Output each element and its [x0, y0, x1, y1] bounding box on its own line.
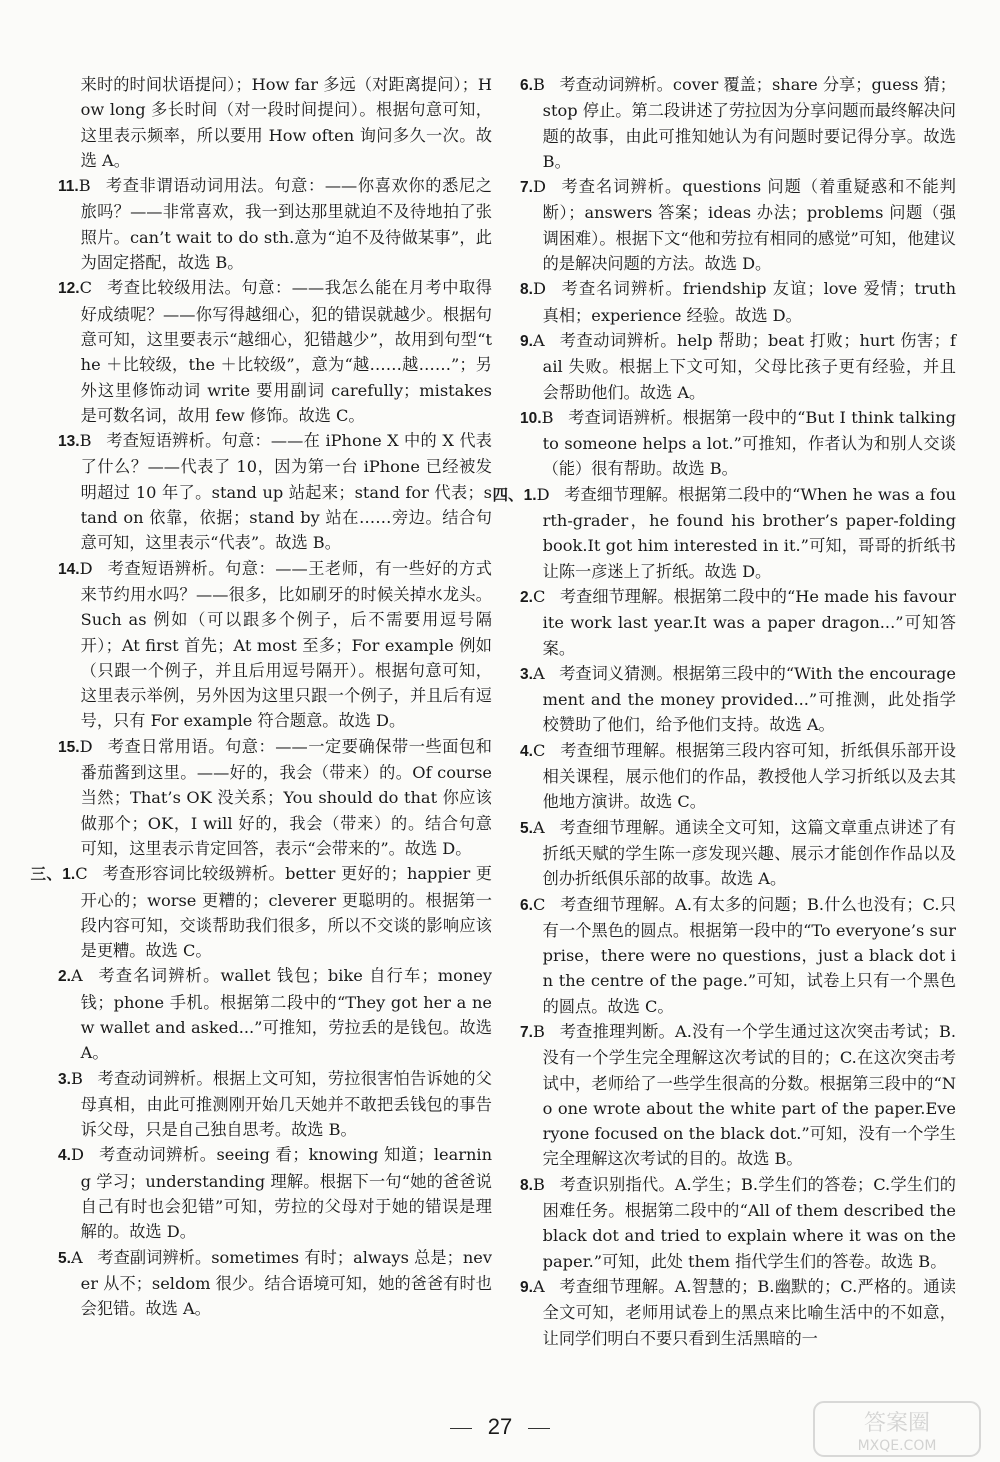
answer-entry: [30, 861, 492, 963]
answer-entry: [58, 556, 492, 734]
explanation-text: 考查动词辨析。根据上文可知，劳拉很害怕告诉她的父母真相，由此可推测刚开始几天她并不敢把丢钱包的事告诉父母，只是自己独自思考。故选 B。: [80, 1068, 492, 1140]
answer-letter: A: [532, 330, 545, 350]
question-number: 6.: [520, 77, 533, 94]
question-number: 9.: [520, 1278, 533, 1296]
explanation-text: 考查形容词比较级辨析。better 更好的；happier 更开心的；worse 更糟的；cleverer 更聪明的。根据第一段内容可知，交谈帮助我们很多，所以不交谈的影响应该是更糟。故选 C。: [80, 864, 492, 961]
answer-entry: [58, 72, 492, 173]
explanation-text: 考查细节理解。根据第二段中的“When he was a fourth-grader，he found his brother’s paper-folding book.It got him interested in it.”可知，哥哥的折纸书让陈一彦迷上了折纸。故选 D。: [542, 484, 956, 581]
explanation-text: 考查动词辨析。seeing 看；knowing 知道；learning 学习；understanding 理解。根据下一句“她的爸爸说自己有时也会犯错”可知，劳拉的父母对于她的错误是理解的。故选 D。: [80, 1145, 492, 1242]
answer-letter: A: [70, 1247, 83, 1267]
answer-letter: B: [532, 1021, 545, 1041]
answer-letter: C: [532, 586, 546, 606]
question-number: 4.: [520, 742, 533, 760]
answer-letter: D: [532, 279, 546, 299]
question-number: 9.: [520, 332, 533, 350]
question-number: 3.: [520, 665, 533, 683]
answer-entry: [58, 734, 492, 861]
question-number: 7.: [520, 179, 533, 197]
answer-letter: B: [541, 407, 554, 427]
answer-entry: [492, 482, 956, 584]
answer-entry: [520, 1172, 956, 1274]
answer-entry: [520, 738, 956, 815]
explanation-text: 考查细节理解。A.智慧的；B.幽默的；C.严格的。通读全文可知，老师用试卷上的黑点来比喻生活中的不如意，让同学们明白不要只看到生活黑暗的一: [542, 1276, 956, 1348]
answer-entry: [520, 815, 956, 892]
explanation-text: 考查日常用语。句意：——一定要确保带一些面包和番茄酱到这里。——好的，我会（带来）的。Of course 当然；That’s OK 没关系；You should do that 你应该做那个；OK，I will 好的，我会（带来）的。结合句意可知，这里表示肯定回答，表示“会带来的”。故选 D。: [80, 736, 492, 858]
explanation-text: 考查细节理解。根据第三段内容可知，折纸俱乐部开设相关课程，展示他们的作品，教授他人学习折纸以及去其他地方演讲。故选 C。: [542, 740, 956, 812]
watermark-site: MXQE.COM: [857, 1438, 937, 1454]
explanation-text: 考查词义猜测。根据第三段中的“With the encouragement and the money provided...”可推测，此处指学校赞助了他们，给予他们支持。故选 A。: [542, 663, 956, 735]
question-number: 5.: [520, 819, 533, 837]
question-number: 三、1.: [30, 866, 76, 884]
answer-entry: [58, 1245, 492, 1322]
question-number: 2.: [520, 588, 533, 606]
question-number: 14.: [58, 560, 80, 578]
explanation-text: 考查动词辨析。help 帮助；beat 打败；hurt 伤害；fail 失败。根据上下文可知，父母比孩子更有经验，并且会帮助他们。故选 A。: [542, 330, 956, 402]
answer-letter: A: [532, 663, 545, 683]
explanation-text: 考查细节理解。A.有太多的问题；B.什么也没有；C.只有一个黑色的圆点。根据第一段中的“To everyone’s surprise，there were no questions，just a black dot in the centre of the page.”可知，试卷上只有一个黑色的圆点。故选 C。: [542, 894, 956, 1016]
question-number: 5.: [58, 1249, 71, 1267]
answer-letter: A: [532, 1276, 545, 1296]
question-number: 12.: [58, 280, 80, 298]
explanation-text: 考查短语辨析。句意：——王老师，有一些好的方式来节约用水吗？——很多，比如刷牙的时候关掉水龙头。Such as 例如（可以跟多个例子，后不需要用逗号隔开）；At first 首先；At most 至多；For example 例如（只跟一个例子，并且后用逗号隔开）。根据句意可知，这里表示举例，另外因为这里只跟一个例子，并且后有逗号，只有 For example 符合题意。故选 D。: [80, 558, 492, 731]
answer-entry: [520, 584, 956, 661]
explanation-text: 考查识别指代。A.学生；B.学生们的答卷；C.学生们的困难任务。根据第二段中的“All of them described the black dot and tried to explain where it was on the paper.”可知，此处 them 指代学生们的答卷。故选 B。: [542, 1174, 956, 1271]
footer-dash-right: [528, 1428, 550, 1429]
question-number: 6.: [520, 896, 533, 914]
explanation-text: 来时的时间状语提问）；How far 多远（对距离提问）；How long 多长时间（对一段时间提问）。根据句意可知，这里表示频率，所以要用 How often 询问多久一次。故选 A。: [80, 75, 492, 170]
explanation-text: 考查细节理解。通读全文可知，这篇文章重点讲述了有折纸天赋的学生陈一彦发现兴趣、展示才能创作作品以及创办折纸俱乐部的故事。故选 A。: [542, 817, 956, 889]
answer-entry: [520, 661, 956, 738]
answer-entry: [58, 1142, 492, 1244]
question-number: 7.: [520, 1023, 533, 1041]
question-number: 11.: [58, 178, 79, 196]
answer-entry: [58, 275, 492, 428]
answer-letter: D: [70, 1145, 84, 1165]
answer-entry: [520, 1019, 956, 1172]
answer-entry: [520, 276, 956, 328]
question-number: 3.: [58, 1070, 71, 1088]
answer-entry: [520, 174, 956, 276]
answer-letter: B: [70, 1068, 83, 1088]
answer-entry: [520, 328, 956, 405]
answer-letter: B: [532, 75, 545, 94]
explanation-text: 考查动词辨析。cover 覆盖；share 分享；guess 猜；stop 停止。第二段讲述了劳拉因为分享问题而最终解决问题的故事，由此可推知她认为有问题时要记得分享。故选 B。: [542, 75, 956, 171]
question-number: 四、1.: [492, 486, 537, 504]
explanation-text: 考查词语辨析。根据第一段中的“But I think talking to someone helps a lot.”可推知，作者认为和别人交谈（能）很有帮助。故选 B。: [542, 407, 956, 479]
answer-letter: D: [536, 484, 550, 504]
question-number: 10.: [520, 409, 542, 427]
answer-letter: D: [79, 558, 93, 578]
left-column: [30, 72, 492, 1322]
answer-entry: [58, 173, 492, 275]
answer-entry: [58, 428, 492, 555]
answer-letter: C: [75, 864, 88, 884]
question-number: 8.: [520, 1176, 533, 1194]
answer-letter: B: [532, 1174, 545, 1194]
explanation-text: 考查短语辨析。句意：——在 iPhone X 中的 X 代表了什么？——代表了 10，因为第一台 iPhone 已经被发明超过 10 年了。stand up 站起来；stand for 代表；stand on 依靠，依据；stand by 站在……旁边。结合句意可知，这里表示“代表”。故选 B。: [80, 431, 492, 553]
watermark-text: 答案圈: [863, 1411, 931, 1436]
answer-entry: [520, 72, 956, 174]
answer-entry: [520, 892, 956, 1019]
answer-letter: B: [79, 431, 92, 451]
question-number: 8.: [520, 281, 533, 299]
answer-letter: C: [532, 894, 546, 914]
answer-letter: A: [532, 817, 545, 837]
answer-letter: C: [532, 740, 546, 760]
answer-entry: [520, 1274, 956, 1351]
explanation-text: 考查比较级用法。句意：——我怎么能在月考中取得好成绩呢？——你写得越细心，犯的错误就越少。根据句意可知，这里要表示“越细心，犯错越少”，故用到句型“the ＋比较级，the ＋比较级”，意为“越……越……”；另外这里修饰动词 write 要用副词 carefully；mistakes 是可数名词，故用 few 修饰。故选 C。: [80, 278, 492, 425]
answer-entry: [520, 405, 956, 482]
question-number: 2.: [58, 968, 71, 986]
question-number: 4.: [58, 1147, 71, 1165]
explanation-text: 考查非谓语动词用法。句意：——你喜欢你的悉尼之旅吗？——非常喜欢，我一到达那里就迫不及待地拍了张照片。can’t wait to do sth.意为“迫不及待做某事”，此为固定搭配，故选 B。: [80, 176, 492, 273]
explanation-text: 考查副词辨析。sometimes 有时；always 总是；never 从不；seldom 很少。结合语境可知，她的爸爸有时也会犯错。故选 A。: [80, 1247, 492, 1319]
page-number: 27: [487, 1414, 513, 1439]
answer-letter: D: [79, 736, 93, 756]
answer-letter: C: [79, 278, 92, 298]
question-number: 15.: [58, 738, 80, 756]
footer-dash-left: [450, 1428, 472, 1429]
explanation-text: 考查名词辨析。questions 问题（着重疑惑和不能判断）；answers 答案；ideas 办法；problems 问题（强调困难）。根据下文“他和劳拉有相同的感觉”可知，他建议的是解决问题的方法。故选 D。: [542, 177, 956, 274]
answer-entry: [58, 963, 492, 1065]
watermark-logo: [812, 1400, 982, 1458]
explanation-text: 考查细节理解。根据第二段中的“He made his favourite work last year.It was a paper dragon...”可知答案。: [542, 586, 956, 658]
question-number: 13.: [58, 433, 80, 451]
explanation-text: 考查名词辨析。wallet 钱包；bike 自行车；money 钱；phone 手机。根据第二段中的“They got her a new wallet and asked...”可推知，劳拉丢的是钱包。故选 A。: [80, 966, 492, 1063]
answer-letter: A: [70, 966, 83, 986]
explanation-text: 考查名词辨析。friendship 友谊；love 爱情；truth 真相；experience 经验。故选 D。: [542, 279, 956, 325]
explanation-text: 考查推理判断。A.没有一个学生通过这次突击考试；B.没有一个学生完全理解这次考试的目的；C.在这次突击考试中，老师给了一些学生很高的分数。根据第三段中的“No one wrote about the white part of the paper.Everyone focused on the black dot.”可知，没有一个学生完全理解这次考试的目的。故选 B。: [542, 1021, 956, 1169]
answer-letter: B: [78, 176, 91, 196]
right-column: [492, 72, 956, 1351]
watermark-graphic: [812, 1400, 982, 1458]
answer-entry: [58, 1066, 492, 1143]
answer-letter: D: [532, 177, 546, 197]
